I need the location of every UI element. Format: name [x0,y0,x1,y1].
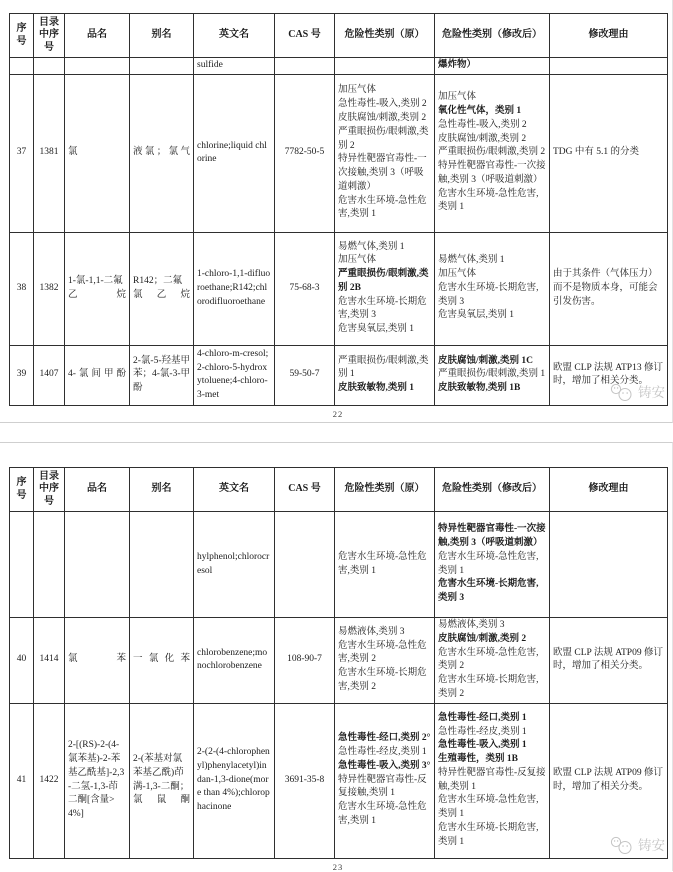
cell-alias: 2-氯-5-羟基甲苯；4-氯-3-甲酚 [130,345,194,405]
watermark-text: 铸安 [638,838,665,854]
hazard-line: 皮肤腐蚀/刺激,类别 1C [438,355,534,366]
table-row [10,512,668,618]
hazard-line: 皮肤腐蚀/刺激,类别 2 [438,633,527,644]
cell-alias: 一氯化苯 [130,618,194,704]
cell-hazard-revised [435,345,550,405]
hazard-line: 危害水生环境-急性危害,类别 1 [438,188,539,213]
cell-alias: R142；二氟氯乙烷 [130,232,194,345]
hazard-line: 加压气体 [338,255,377,266]
hazard-line: 加压气体 [438,269,477,280]
cell-serial-no: 40 [10,618,34,704]
cell-english-name: 2-(2-(4-chlorophenyl)phenylacetyl)indan-1,3-dione(more than 4%);chlorophacinone [194,703,275,858]
hazard-line: 急性毒性-经口,类别 2° [338,733,431,744]
cell-hazard-revised [435,58,550,75]
hazard-line: 易燃液体,类别 3 [438,620,505,630]
table-row [10,618,668,704]
cell-cas-number: 75-68-3 [275,232,335,345]
cell-product-name: 氯 [65,74,130,232]
cell-cas-number: 3691-35-8 [275,703,335,858]
column-header: 别名 [130,468,194,512]
watermark-faces-icon [609,836,636,855]
hazard-line: 严重眼损伤/眼刺激,类别 2B [338,269,429,293]
cell-cas-number: 108-90-7 [275,618,335,704]
hazard-line: 危害水生环境-急性危害,类别 2 [338,640,427,665]
hazard-line: 皮肤致敏物,类别 1 [338,383,415,394]
cell-revision-reason [550,58,668,75]
cell-catalog-no [34,512,65,618]
hazard-line: 危害水生环境-长期危害,类别 3 [438,579,539,604]
cell-english-name: chlorine;liquid chlorine [194,74,275,232]
cell-serial-no: 41 [10,703,34,858]
cell-serial-no: 37 [10,74,34,232]
hazard-line: 急性毒性-吸入,类别 2 [338,99,427,110]
column-header: CAS 号 [275,468,335,512]
hazard-line: 严重眼损伤/眼刺激,类别 2 [338,126,429,151]
cell-cas-number [275,58,335,75]
hazard-line: 危害水生环境-长期危害,类别 3 [338,296,427,321]
hazard-line: 欧盟 CLP 法规 ATP09 修订时，增加了相关分类。 [553,647,663,672]
cell-catalog-no: 1381 [34,74,65,232]
cell-alias [130,512,194,618]
hazard-line: 危害臭氧层,类别 1 [438,310,515,321]
cell-hazard-revised [435,618,550,704]
column-header: 品名 [65,468,130,512]
column-header: 修改理由 [550,468,668,512]
hazard-line: 严重眼损伤/眼刺激,类别 1 [438,369,546,380]
hazard-line: 欧盟 CLP 法规 ATP09 修订时，增加了相关分类。 [553,767,663,792]
table-row [10,232,668,345]
cell-english-name: 1-chloro-1,1-difluoroethane;R142;chlorodifluoroethane [194,232,275,345]
hazard-revision-table-page-23 [9,467,668,859]
hazard-line: 严重眼损伤/眼刺激,类别 1 [338,355,429,380]
hazard-line: 皮肤腐蚀/刺激,类别 2 [338,112,427,123]
table-row [10,74,668,232]
hazard-revision-table-page-22 [9,13,668,406]
cell-revision-reason [550,232,668,345]
column-header: 修改理由 [550,14,668,58]
cell-hazard-revised [435,232,550,345]
hazard-line: 危害水生环境-急性危害,类别 1 [438,795,539,820]
cell-product-name: 2-[(RS)-2-(4-氯苯基)-2-苯基乙酰基]-2,3-二氢-1,3-茚二酮[含量>4%] [65,703,130,858]
cell-revision-reason [550,74,668,232]
cell-hazard-original [335,703,435,858]
page-number: 23 [332,861,344,872]
cell-cas-number: 7782-50-5 [275,74,335,232]
cell-catalog-no: 1422 [34,703,65,858]
hazard-line: 生殖毒性，类别 1B [438,754,518,765]
cell-english-name: 4-chloro-m-cresol;2-chloro-5-hydroxytoluene;4-chloro-3-met [194,345,275,405]
column-header: CAS 号 [275,14,335,58]
hazard-line: 皮肤致敏物,类别 1B [438,383,521,394]
document-page-22 [0,0,673,423]
cell-hazard-original [335,618,435,704]
cell-cas-number [275,512,335,618]
cell-revision-reason [550,512,668,618]
hazard-line: 危害水生环境-长期危害,类别 2 [338,668,427,692]
cell-alias: 2-(苯基对氯苯基乙酰)茚满-1,3-二酮；氯鼠酮 [130,703,194,858]
cell-catalog-no: 1414 [34,618,65,704]
zhuan-watermark [609,836,665,856]
hazard-line: 易燃气体,类别 1 [338,241,405,252]
cell-hazard-original [335,58,435,75]
cell-product-name [65,512,130,618]
hazard-line: 急性毒性-吸入,类别 3° [338,760,431,771]
hazard-line: 爆炸物） [438,60,477,70]
page-number: 22 [332,408,344,419]
hazard-line: 危害水生环境-长期危害,类别 1 [438,822,539,847]
column-header: 序号 [10,14,34,58]
cell-alias: 液氯；氯气 [130,74,194,232]
hazard-line: 加压气体 [438,92,477,103]
hazard-line: 由于其条件（气体压力）而不是物质本身，可能会引发伤害。 [553,269,658,307]
hazard-line: 易燃气体,类别 1 [438,255,505,266]
column-header: 英文名 [194,468,275,512]
column-header: 危险性类别（修改后） [435,468,550,512]
hazard-line: 急性毒性-经口,类别 1 [438,712,527,723]
hazard-line: 皮肤腐蚀/刺激,类别 2 [438,133,527,144]
header-row [10,14,668,58]
column-header: 危险性类别（原） [335,468,435,512]
hazard-line: TDG 中有 5.1 的分类 [553,147,640,158]
hazard-line: 急性毒性-经皮,类别 1 [438,726,527,737]
cell-product-name [65,58,130,75]
cell-serial-no: 39 [10,345,34,405]
hazard-line: 加压气体 [338,85,377,96]
cell-catalog-no: 1407 [34,345,65,405]
hazard-line: 特异性靶器官毒性-反复接触,类别 1 [338,774,427,799]
hazard-line: 特异性靶器官毒性-反复接触,类别 1 [438,767,546,792]
hazard-line: 急性毒性-吸入,类别 2 [438,119,527,130]
hazard-line: 欧盟 CLP 法规 ATP13 修订时，增加了相关分类。 [553,362,663,387]
hazard-line: 危害水生环境-长期危害,类别 3 [438,282,539,307]
hazard-line: 特异性靶器官毒性-一次接触,类别 3（呼吸道刺激） [438,161,546,185]
cell-alias [130,58,194,75]
cell-revision-reason [550,618,668,704]
cell-serial-no: 38 [10,232,34,345]
hazard-line: 特异性靶器官毒性-一次接触,类别 3（呼吸道刺激） [338,154,427,192]
column-header: 危险性类别（原） [335,14,435,58]
cell-english-name: hylphenol;chlorocresol [194,512,275,618]
column-header: 危险性类别（修改后） [435,14,550,58]
column-header: 目录中序号 [34,14,65,58]
cell-hazard-revised [435,512,550,618]
column-header: 序号 [10,468,34,512]
hazard-line: 急性毒性-经皮,类别 1 [338,747,427,758]
cell-english-name: chlorobenzene;monochlorobenzene [194,618,275,704]
cell-cas-number: 59-50-7 [275,345,335,405]
cell-hazard-original [335,232,435,345]
cell-hazard-revised [435,703,550,858]
hazard-line: 危害水生环境-急性危害,类别 2 [438,647,539,672]
document-page-23 [0,442,673,871]
cell-serial-no [10,512,34,618]
hazard-line: 严重眼损伤/眼刺激,类别 2 [438,147,546,158]
hazard-line: 危害水生环境-急性危害,类别 1 [338,551,427,576]
hazard-line: 危害臭氧层,类别 1 [338,324,415,335]
column-header: 品名 [65,14,130,58]
header-row [10,468,668,512]
cell-catalog-no [34,58,65,75]
hazard-line: 危害水生环境-急性危害,类别 1 [338,195,427,220]
cell-product-name: 氯苯 [65,618,130,704]
cell-hazard-original [335,345,435,405]
column-header: 目录中序号 [34,468,65,512]
cell-english-name: sulfide [194,58,275,75]
cell-product-name: 4-氯间甲酚 [65,345,130,405]
column-header: 英文名 [194,14,275,58]
hazard-line: 危害水生环境-急性危害,类别 1 [338,802,427,826]
cell-catalog-no: 1382 [34,232,65,345]
table-row [10,345,668,405]
watermark-text: 铸安 [638,385,665,401]
cell-revision-reason [550,703,668,858]
cell-serial-no [10,58,34,75]
hazard-line: 危害水生环境-急性危害,类别 1 [438,551,539,576]
table-row [10,703,668,858]
hazard-line: 氧化性气体，类别 1 [438,106,522,117]
cell-revision-reason [550,345,668,405]
hazard-line: 易燃液体,类别 3 [338,626,405,637]
hazard-line: 危害水生环境-长期危害,类别 2 [438,675,539,699]
cell-hazard-original [335,74,435,232]
hazard-line: 急性毒性-吸入,类别 1 [438,740,527,751]
hazard-line: 特异性靶器官毒性-一次接触,类别 3（呼吸道刺激） [438,524,546,548]
table-row [10,58,668,75]
cell-hazard-original [335,512,435,618]
column-header: 别名 [130,14,194,58]
cell-product-name: 1-氯-1,1-二氟乙烷 [65,232,130,345]
cell-hazard-revised [435,74,550,232]
